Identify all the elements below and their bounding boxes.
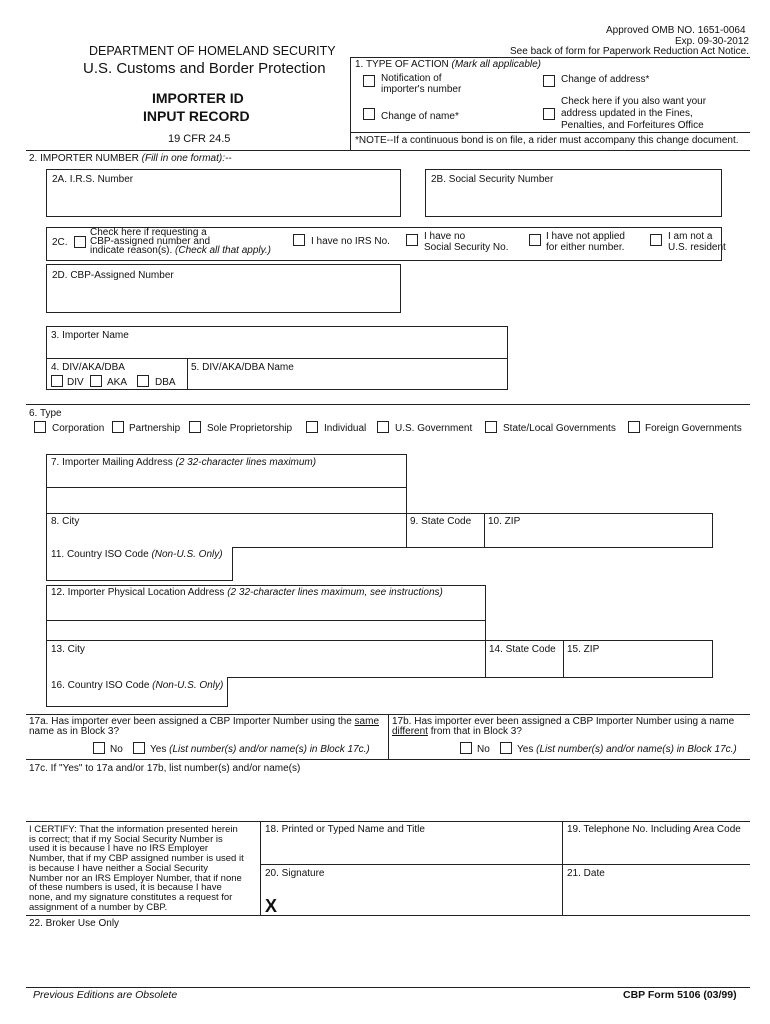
importer-name-field[interactable] [47,327,507,357]
signature-x-mark: X [265,896,278,916]
physical-country-label-text: 16. Country ISO Code [51,680,150,691]
no-ssn-label-1: I have no [424,231,466,242]
block17a-no-label: No [110,744,123,755]
change-name-checkbox[interactable] [363,108,375,120]
signature-field[interactable] [261,865,561,914]
mailing-zip-label: 10. ZIP [488,516,521,527]
notification-label-2: importer's number [381,84,462,95]
div-aka-dba-label: 4. DIV/AKA/DBA [51,362,125,373]
div-aka-dba-name-field[interactable] [188,359,507,389]
dba-label: DBA [155,377,176,388]
request-cbp-line3 [90,245,271,256]
fines-address-label-1: Check here if you also want your [561,96,707,107]
not-resident-label-2: U.S. resident [668,242,726,253]
telephone-field[interactable] [563,822,750,863]
mailing-state-label: 9. State Code [410,516,472,527]
block17a-yes-text: Yes [150,744,167,755]
date-field[interactable] [563,865,750,914]
certify-line-8: none, and my signature constitutes a request for [29,891,233,903]
certify-line-1: I CERTIFY: That the information presented herein [29,824,238,835]
previous-editions-note: Previous Editions are Obsolete [33,989,178,1001]
not-resident-checkbox[interactable] [650,234,662,246]
aka-checkbox[interactable] [90,375,102,387]
block17b-yes-text: Yes [517,744,534,755]
block17a-yes-italic: (List number(s) and/or name(s) in Block 17c.) [169,744,370,755]
certify-line-3: used it is because I have no IRS Employer [29,843,209,855]
type-us-government-checkbox[interactable] [377,421,389,433]
type-foreign-gov-checkbox[interactable] [628,421,640,433]
block2-label-italic: (Fill in one format):-- [141,153,232,164]
physical-address-field[interactable] [47,586,484,639]
certify-line-4: Number, that if my CBP assigned number is used it [29,853,244,865]
block1-label-text: 1. TYPE OF ACTION [355,59,449,70]
type-state-local-label: State/Local Governments [503,423,616,434]
block17a-line1a: 17a. Has importer ever been assigned a CBP Importer Number using the [29,716,352,727]
broker-use-label: 22. Broker Use Only [29,918,120,929]
mailing-country-label-italic: (Non-U.S. Only) [151,549,223,560]
physical-city-label: 13. City [51,644,85,655]
printed-name-field[interactable] [261,822,561,863]
agency-name: U.S. Customs and Border Protection [83,60,326,77]
fines-address-label-3: Penalties, and Forfeitures Office [561,120,704,131]
fines-address-checkbox[interactable] [543,108,555,120]
block2-label-text: 2. IMPORTER NUMBER [29,153,139,164]
physical-country-label [51,680,223,691]
block17b-yes-label [517,744,737,755]
aka-label: AKA [107,377,128,388]
type-individual-checkbox[interactable] [306,421,318,433]
mailing-address-label [51,457,316,468]
not-applied-label-2: for either number. [546,242,625,253]
expiration-date: Exp. 09-30-2012 [675,36,749,47]
ssn-label: 2B. Social Security Number [431,174,554,185]
physical-address-label-italic: (2 32-character lines maximum, see instructions) [227,587,443,598]
physical-state-label: 14. State Code [489,644,556,655]
type-label: 6. Type [29,408,62,419]
block2-label [29,153,232,164]
request-cbp-line3b: (Check all that apply.) [175,245,272,256]
physical-country-field[interactable] [47,678,226,705]
block17a-same: same [354,716,379,727]
no-irs-label: I have no IRS No. [311,236,390,247]
certify-line-6: Number nor an IRS Employer Number, that if none [29,872,242,884]
block17c-label: 17c. If "Yes" to 17a and/or 17b, list number(s) and/or name(s) [29,763,301,774]
block17b-yes-checkbox[interactable] [500,742,512,754]
importer-name-label: 3. Importer Name [51,330,129,341]
mailing-country-label-text: 11. Country ISO Code [51,549,149,560]
request-cbp-line1: Check here if requesting a [90,227,207,238]
physical-zip-label: 15. ZIP [567,644,600,655]
mailing-state-field[interactable] [407,514,483,546]
physical-country-label-italic: (Non-U.S. Only) [152,680,224,691]
signature-label: 20. Signature [265,868,325,879]
type-corporation-label: Corporation [52,423,105,434]
paperwork-notice: See back of form for Paperwork Reduction Act Notice. [510,46,749,57]
physical-city-field[interactable] [47,641,484,676]
not-resident-label-1: I am not a [668,231,713,242]
block1-label [355,59,541,70]
no-ssn-checkbox[interactable] [406,234,418,246]
type-state-local-checkbox[interactable] [485,421,497,433]
change-address-label: Change of address* [561,74,650,85]
mailing-address-label-italic: (2 32-character lines maximum) [175,457,317,468]
type-us-government-label: U.S. Government [395,423,473,434]
physical-state-field[interactable] [486,641,562,676]
notification-label-1: Notification of [381,73,442,84]
form-title-line1: IMPORTER ID [152,90,244,106]
mailing-city-field[interactable] [47,514,405,546]
omb-number: Approved OMB NO. 1651-0064 [606,25,746,36]
dba-checkbox[interactable] [137,375,149,387]
div-label: DIV [67,377,84,388]
request-cbp-line3a: indicate reason(s). [90,245,173,256]
mailing-address-label-text: 7. Importer Mailing Address [51,457,173,468]
block17a-yes-checkbox[interactable] [133,742,145,754]
block2c-label: 2C. [52,237,68,248]
certification-text [29,825,259,912]
cbp-assigned-number-field[interactable] [46,264,401,313]
certify-line-7: of these numbers is used, it is because I have [29,882,222,894]
block17b-yes-italic: (List number(s) and/or name(s) in Block 17c.) [536,744,737,755]
mailing-country-label [51,549,223,560]
change-address-checkbox[interactable] [543,75,555,87]
block17b-line2 [392,726,522,737]
type-sole-proprietorship-checkbox[interactable] [189,421,201,433]
no-irs-checkbox[interactable] [293,234,305,246]
form-number: CBP Form 5106 (03/99) [623,989,737,1001]
printed-name-label: 18. Printed or Typed Name and Title [265,824,425,835]
div-checkbox[interactable] [51,375,63,387]
block17b-no-label: No [477,744,490,755]
block17a-line2: name as in Block 3? [29,726,120,737]
block17b-no-checkbox[interactable] [460,742,472,754]
ssn-field[interactable] [425,169,722,217]
certify-line-9: assignment of a number by CBP. [29,901,168,913]
block17a-yes-label [150,744,370,755]
certify-line-5: is because I have neither a Social Security [29,862,209,874]
physical-address-label-text: 12. Importer Physical Location Address [51,587,225,598]
physical-address-label [51,587,443,598]
type-partnership-label: Partnership [129,423,181,434]
mailing-address-field[interactable] [47,455,405,512]
mailing-zip-field[interactable] [485,514,711,546]
request-cbp-line2: CBP-assigned number and [90,236,211,247]
not-applied-label-1: I have not applied [546,231,625,242]
date-label: 21. Date [567,868,605,879]
department-name: DEPARTMENT OF HOMELAND SECURITY [89,44,336,58]
cfr-citation: 19 CFR 24.5 [168,133,231,145]
fines-address-label-2: address updated in the Fines, [561,108,693,119]
mailing-country-field[interactable] [47,548,231,579]
continuous-bond-note: *NOTE--If a continuous bond is on file, a rider must accompany this change document. [355,135,739,146]
type-foreign-gov-label: Foreign Governments [645,423,742,434]
irs-number-label: 2A. I.R.S. Number [52,174,134,185]
type-corporation-checkbox[interactable] [34,421,46,433]
physical-zip-field[interactable] [564,641,711,676]
block17b-line2b: from that in Block 3? [430,726,522,737]
block17b-different: different [392,726,428,737]
type-partnership-checkbox[interactable] [112,421,124,433]
change-name-label: Change of name* [381,111,459,122]
mailing-city-label: 8. City [51,516,80,527]
block17a-no-checkbox[interactable] [93,742,105,754]
broker-use-field[interactable] [26,916,750,986]
cbp-assigned-number-label: 2D. CBP-Assigned Number [52,270,174,281]
type-individual-label: Individual [324,423,367,434]
form-title-line2: INPUT RECORD [143,108,250,124]
certify-line-2: is correct; that if my Social Security Number is [29,833,223,845]
block1-label-italic: (Mark all applicable) [451,59,541,70]
not-applied-checkbox[interactable] [529,234,541,246]
no-ssn-label-2: Social Security No. [424,242,509,253]
type-sole-proprietorship-label: Sole Proprietorship [207,423,293,434]
block17c-field[interactable] [26,760,750,818]
notification-checkbox[interactable] [363,75,375,87]
block17b-line1: 17b. Has importer ever been assigned a CBP Importer Number using a name [392,716,735,727]
irs-number-field[interactable] [46,169,401,217]
div-aka-dba-name-label: 5. DIV/AKA/DBA Name [191,362,294,373]
telephone-label: 19. Telephone No. Including Area Code [567,824,741,835]
request-cbp-number-checkbox[interactable] [74,236,86,248]
